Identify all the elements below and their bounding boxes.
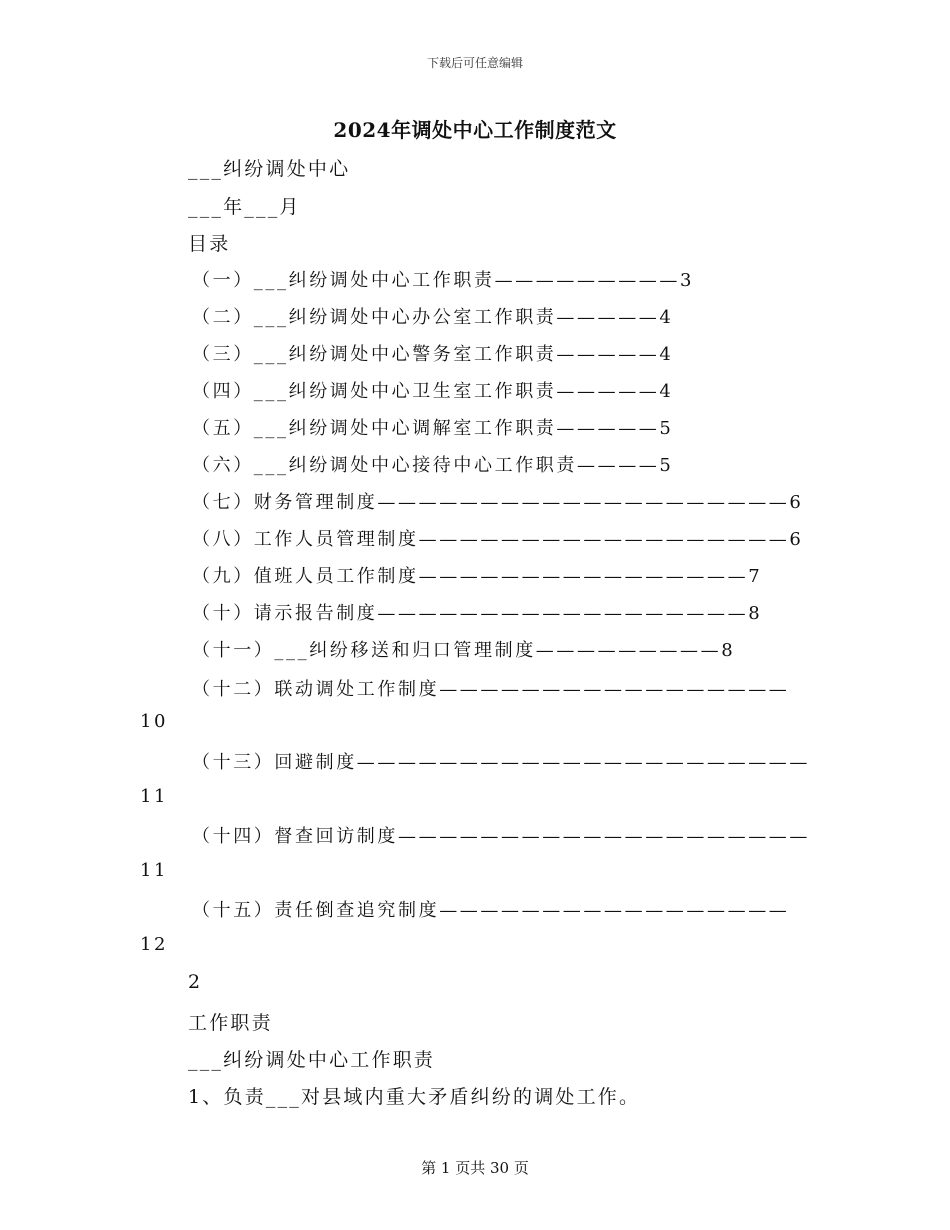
toc-entry-8: （八）工作人员管理制度——————————————————6 <box>192 529 804 550</box>
toc-entry-6: （六）___纠纷调处中心接待中心工作职责————5 <box>192 455 674 476</box>
toc-page-13: 11 <box>140 786 169 807</box>
toc-entry-15: （十五）责任倒查追究制度————————————————— <box>192 900 790 921</box>
toc-page-12: 10 <box>140 711 169 732</box>
header-note: 下载后可任意编辑 <box>426 56 523 70</box>
toc-page-15: 12 <box>140 934 169 955</box>
toc-entry-2: （二）___纠纷调处中心办公室工作职责—————4 <box>192 307 674 328</box>
intro-center-name: ___纠纷调处中心 <box>188 158 351 180</box>
toc-entry-7: （七）财务管理制度————————————————————6 <box>192 492 804 513</box>
toc-entry-5: （五）___纠纷调处中心调解室工作职责—————5 <box>192 418 674 439</box>
toc-page-14: 11 <box>140 860 169 881</box>
toc-entry-10: （十）请示报告制度——————————————————8 <box>192 603 763 624</box>
toc-entry-3: （三）___纠纷调处中心警务室工作职责—————4 <box>192 344 674 365</box>
toc-entry-14: （十四）督查回访制度———————————————————— <box>192 826 810 847</box>
body-paragraph: 1、负责___对县域内重大矛盾纠纷的调处工作。 <box>188 1086 641 1108</box>
toc-entry-9: （九）值班人员工作制度————————————————7 <box>192 566 763 587</box>
subsection-heading: ___纠纷调处中心工作职责 <box>188 1049 436 1071</box>
toc-entry-11: （十一）___纠纷移送和归口管理制度—————————8 <box>192 640 736 661</box>
toc-entry-4: （四）___纠纷调处中心卫生室工作职责—————4 <box>192 381 674 402</box>
section-heading: 工作职责 <box>188 1012 273 1034</box>
page-footer: 第 1 页共 30 页 <box>421 1159 529 1177</box>
toc-entry-13: （十三）回避制度—————————————————————— <box>192 752 810 773</box>
toc-heading: 目录 <box>188 233 231 255</box>
toc-entry-1: （一）___纠纷调处中心工作职责—————————3 <box>192 270 695 291</box>
intro-date: ___年___月 <box>188 196 301 218</box>
body-page-number: 2 <box>188 971 203 993</box>
document-title: 2024年调处中心工作制度范文 <box>333 118 617 142</box>
toc-entry-12: （十二）联动调处工作制度————————————————— <box>192 679 790 700</box>
